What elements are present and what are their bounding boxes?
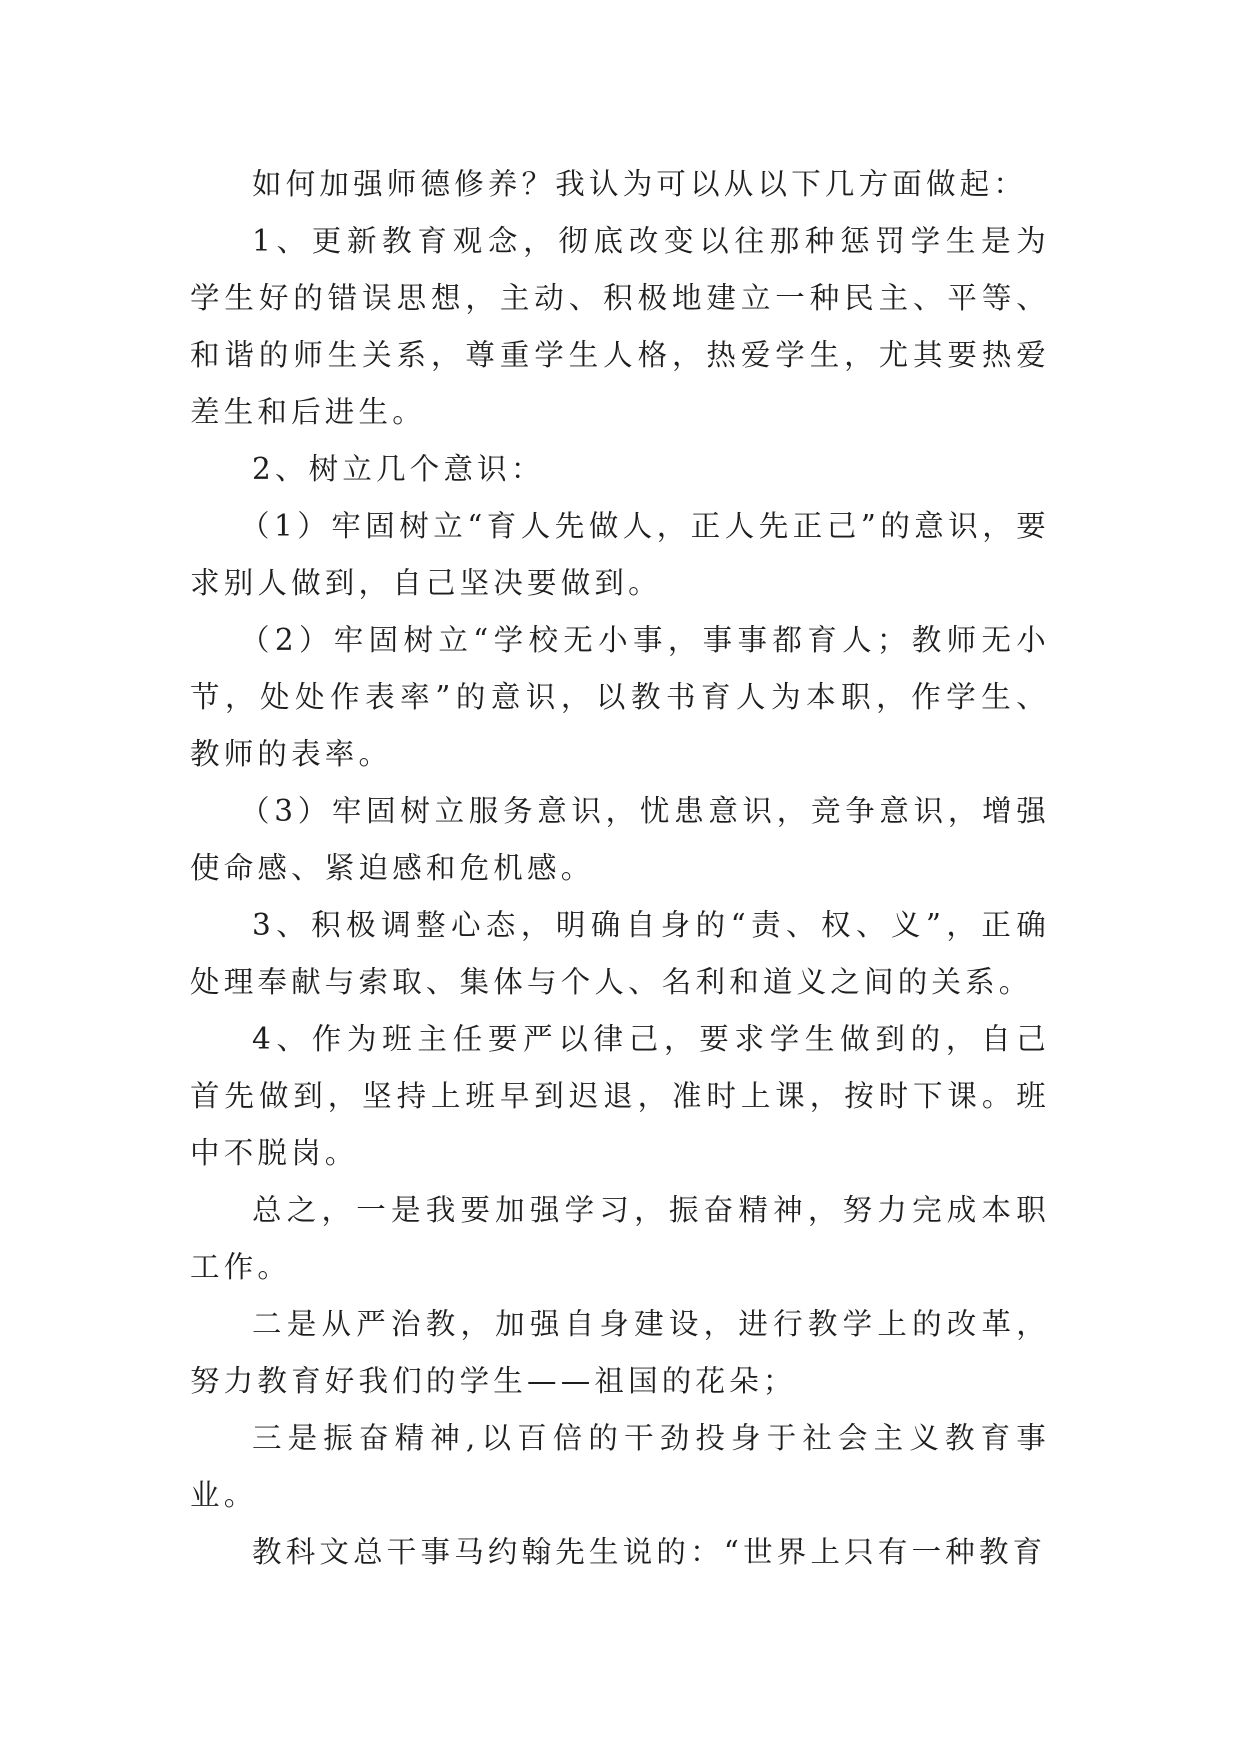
paragraph-point-1: 1、更新教育观念，彻底改变以往那种惩罚学生是为学生好的错误思想，主动、积极地建立一种民主、平等、和谐的师生关系，尊重学生人格，热爱学生，尤其要热爱差生和后进生。 — [190, 224, 1050, 429]
paragraph-subpoint-1: （1）牢固树立“育人先做人，正人先正己”的意识，要求别人做到，自己坚决要做到。 — [190, 509, 1050, 600]
paragraph-point-2: 2、树立几个意识： — [252, 452, 545, 486]
paragraph-quote: 教科文总干事马约翰先生说的：“世界上只有一种教育 — [252, 1535, 1047, 1569]
paragraph-point-3: 3、积极调整心态，明确自身的“责、权、义”，正确处理奉献与索取、集体与个人、名利和道义之间的关系。 — [190, 908, 1050, 999]
paragraph-subpoint-3: （3）牢固树立服务意识，忧患意识，竞争意识，增强使命感、紧迫感和危机感。 — [190, 794, 1050, 885]
paragraph-subpoint-2: （2）牢固树立“学校无小事，事事都育人；教师无小节，处处作表率”的意识，以教书育人为本职，作学生、教师的表率。 — [190, 623, 1050, 771]
paragraph-summary-1: 总之，一是我要加强学习，振奋精神，努力完成本职工作。 — [190, 1193, 1050, 1284]
paragraph-summary-2: 二是从严治教，加强自身建设，进行教学上的改革，努力教育好我们的学生——祖国的花朵； — [190, 1307, 1050, 1398]
paragraph-point-4: 4、作为班主任要严以律己，要求学生做到的，自己首先做到，坚持上班早到迟退，准时上课，按时下课。班中不脱岗。 — [190, 1022, 1050, 1170]
document-body — [190, 156, 1050, 1581]
paragraph-summary-3: 三是振奋精神,以百倍的干劲投身于社会主义教育事业。 — [190, 1421, 1050, 1512]
paragraph-intro-question: 如何加强师德修养？我认为可以从以下几方面做起： — [252, 167, 1028, 201]
